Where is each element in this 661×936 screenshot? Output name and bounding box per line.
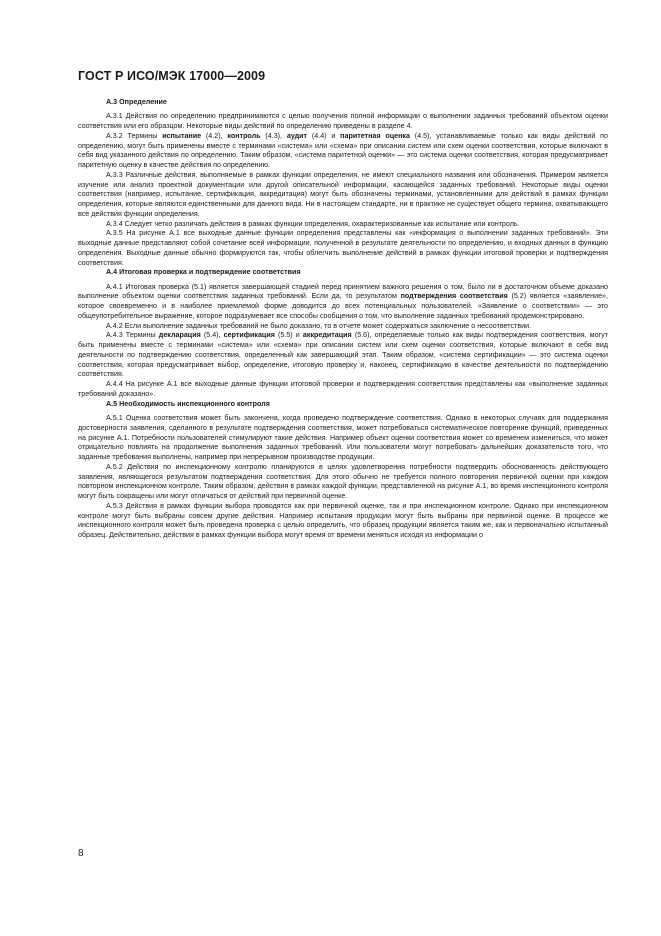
text-run: А.3.4 Следует четко различать действия в рамках функции определения, охарактеризованные как испытание или контроль. xyxy=(106,219,520,228)
text-run: А.4.4 На рисунке А.1 все выходные данные функции итоговой проверки и подтверждения соответствия представлены как «выполнение заданных требований доказано». xyxy=(78,380,608,398)
text-run: А.5.2 Действия по инспекционному контролю планируются в целях удовлетворения потребности подтвердить обоснованность действующего заявления, являющегося результатом подтверждения соответствия. Для этого обычно не требуется полного повторения первичной оценки при каждом повторном инспекционном контроле. Таким образом, действия в рамках каждой функции, представленной на рисунке А.1, во время инспекционного контроля могут быть сокращены или могут отличаться от действий при первичной оценке. xyxy=(78,462,608,501)
text-run: А.3.2 Термины xyxy=(106,131,163,140)
text-run: А.3.1 Действия по определению предпринимаются с целью получения полной информации о выполнении заданных требований объектом оценки соответствия или его образцом. Некоторые виды действий по определению приведены в разделе 4. xyxy=(78,112,608,131)
text-run: (4.4) и xyxy=(307,131,341,140)
paragraph xyxy=(78,322,608,332)
paragraph xyxy=(78,502,608,541)
term-bold: аудит xyxy=(286,131,308,140)
paragraph xyxy=(78,112,608,132)
section-heading: А.3 Определение xyxy=(106,98,167,106)
document-body xyxy=(78,98,608,541)
term-bold: паритетная оценка xyxy=(340,131,410,140)
paragraph xyxy=(78,331,608,380)
paragraph xyxy=(78,414,608,463)
paragraph xyxy=(78,171,608,220)
text-run: (5.4), xyxy=(200,331,224,340)
text-run: (4.5), устанавливаемые только как виды действий по определению, могут быть применены вместе с терминами «система» или «схема» при описании систем или схем оценки соответствия, которые включают в себя вид указанного действия по определению. Таким образом, «система паритетной оценки» — это система оценки соответствия, которая предусматривает паритетную оценку в качестве действия по определению. xyxy=(78,131,609,170)
term-bold: аккредитация xyxy=(302,331,352,340)
paragraph xyxy=(78,463,608,502)
text-run: А.3.3 Различные действия, выполняемые в рамках функции определения, не имеют специального названия или обозначения. Примером является изучение или анализ проектной документации или другой описательной информации, касающейся заданных требований. Некоторые виды оценки соответствия (например, испытание, сертификация, аккредитация) могут быть обозначены терминами, установленными для действий в рамках функции определения, которые являются единственными для данного вида. Ни в настоящем стандарте, ни в практике не существует общего термина, охватывающего все действия функции определения. xyxy=(78,170,608,218)
text-run: (5.2) является «заявление», которое своевременно и в наиболее приемлемой форме доводится до всех потенциальных пользователей. «Заявление о соответствии» — это общеупотребительное выражение, которое подразумевает все способы сообщения о том, что выполнение заданных требований продемонстрировано. xyxy=(78,292,609,320)
paragraph xyxy=(78,283,608,322)
text-run: А.4.1 Итоговая проверка (5.1) является завершающей стадией перед принятием важного решения о том, было ли в достаточном объеме доказано выполнение объектом оценки соответствия заданных требований. Если да, то результатом xyxy=(78,282,608,301)
text-run: А.3.5 На рисунке А.1 все выходные данные функции определения представлены как «информация о выполнении заданных требований». Эти выходные данные представляют собой сочетание всей информации, полученной в результате деятельности по определению, и входных данных в функцию определения. Выходные данные обычно формируются так, чтобы облегчить выполнение действий в рамках функции итоговой проверки и подтверждения соответствия. xyxy=(78,229,608,267)
paragraph xyxy=(78,220,608,230)
text-run: А.5.3 Действия в рамках функции выбора проводятся как при первичной оценке, так и при инспекционном контроле. Однако при инспекционном контроле могут быть выбраны совсем другие действия. Например испытания продукции могут быть выбраны при первичной оценке. В процессе же инспекционного контроля может быть проведена проверка с целью определить, что образец продукции является таким же, как и первоначально испытанный образец. Действительно, действия в рамках функции выбора могут время от времени меняться исходя из информации о xyxy=(78,501,608,540)
text-run: (5.6), определяемые только как виды подтверждения соответствия, могут быть применены вместе с терминами «система» или «схема» при описании систем или схем оценки соответствия, которые включают в себя вид деятельности по подтверждению соответствия, определенный как завершающий этап. Таким образом, «система сертификации» — это система оценки соответствия, которая предусматривает выбор, определение, итоговую проверку и, наконец, сертификацию в качестве деятельности по подтверждению соответствия. xyxy=(78,331,609,379)
term-bold: контроль xyxy=(227,131,261,140)
section-heading: А.4 Итоговая проверка и подтверждение соответствия xyxy=(106,268,301,277)
term-bold: сертификация xyxy=(223,331,275,340)
text-run: (5.5) и xyxy=(274,331,303,340)
page-header: ГОСТ Р ИСО/МЭК 17000—2009 xyxy=(78,69,266,83)
text-run: (4.3), xyxy=(260,131,287,140)
term-bold: испытание xyxy=(162,131,202,140)
paragraph xyxy=(78,229,608,268)
text-run: (4.2), xyxy=(201,131,228,140)
section-heading: А.5 Необходимость инспекционного контроля xyxy=(106,399,270,408)
term-bold: подтверждения соответствия xyxy=(400,292,508,301)
paragraph xyxy=(78,380,608,400)
page-number: 8 xyxy=(78,848,84,859)
term-bold: декларация xyxy=(158,331,201,340)
text-run: А.5.1 Оценка соответствия может быть закончена, когда проведено подтверждение соответствия. Однако в некоторых случаях для поддержания достоверности заявления, сделанного в результате подтверждения соответствия, может потребоваться систематическое повторение функций, приведенных на рисунке А.1. Потребности пользователей стимулируют такие действия. Например объект оценки соответствия может со временем измениться, что может отрицательно повлиять на продолжение выполнения заданных требований. Или пользователи могут потребовать дальнейших доказательств того, что заданные требования выполнены, например при непрерывном производстве продукции. xyxy=(78,414,608,462)
paragraph xyxy=(78,132,608,171)
text-run: А.4.3 Термины xyxy=(106,331,159,340)
text-run: А.4.2 Если выполнение заданных требований не было доказано, то в отчете может содержаться заключение о несоответствии. xyxy=(106,321,532,330)
